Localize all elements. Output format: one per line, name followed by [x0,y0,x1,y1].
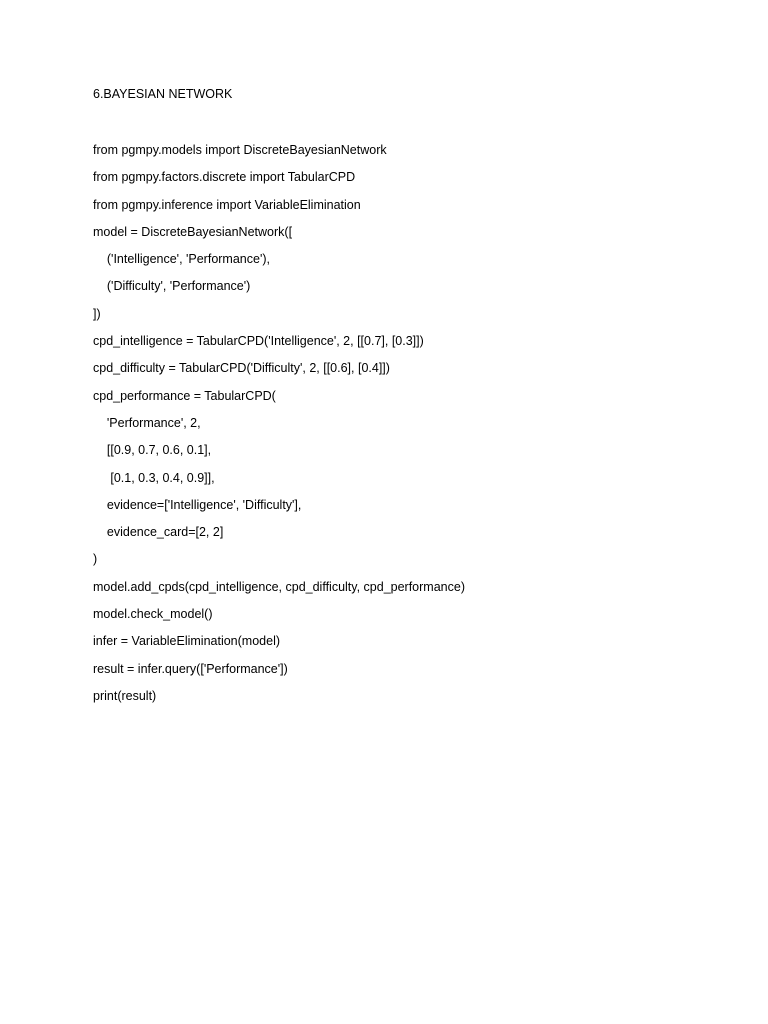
code-line-import-network: from pgmpy.models import DiscreteBayesianNetwork [93,143,387,157]
code-line-cpd-close: ) [93,552,98,567]
code-line-values-row-1: [[0.9, 0.7, 0.6, 0.1], [93,443,212,458]
code-line-check-model: model.check_model() [93,607,213,622]
code-block [93,142,465,715]
code-line-cpd-performance: cpd_performance = TabularCPD( [93,388,276,403]
code-line-values-row-2: [0.1, 0.3, 0.4, 0.9]], [93,470,215,485]
code-line-evidence: evidence=['Intelligence', 'Difficulty'], [93,497,302,512]
code-line-performance-arg: 'Performance', 2, [93,415,201,430]
code-line-edge-intelligence: ('Intelligence', 'Performance'), [93,252,270,267]
section-heading: 6.BAYESIAN NETWORK [93,87,233,101]
code-line-print: print(result) [93,688,157,703]
code-line-import-inference: from pgmpy.inference import VariableElimination [93,197,361,212]
code-line-cpd-intelligence: cpd_intelligence = TabularCPD('Intelligence', 2, [[0.7], [0.3]]) [93,334,424,349]
code-line-cpd-difficulty: cpd_difficulty = TabularCPD('Difficulty', 2, [[0.6], [0.4]]) [93,361,390,376]
code-line-edge-difficulty: ('Difficulty', 'Performance') [93,279,251,294]
code-line-query: result = infer.query(['Performance']) [93,661,288,676]
code-line-add-cpds: model.add_cpds(cpd_intelligence, cpd_difficulty, cpd_performance) [93,579,465,594]
code-line-infer: infer = VariableElimination(model) [93,634,281,649]
code-line-model-close: ]) [93,306,101,321]
code-line-import-cpd: from pgmpy.factors.discrete import TabularCPD [93,170,356,185]
code-line-model-def: model = DiscreteBayesianNetwork([ [93,224,293,239]
code-line-evidence-card: evidence_card=[2, 2] [93,525,224,540]
